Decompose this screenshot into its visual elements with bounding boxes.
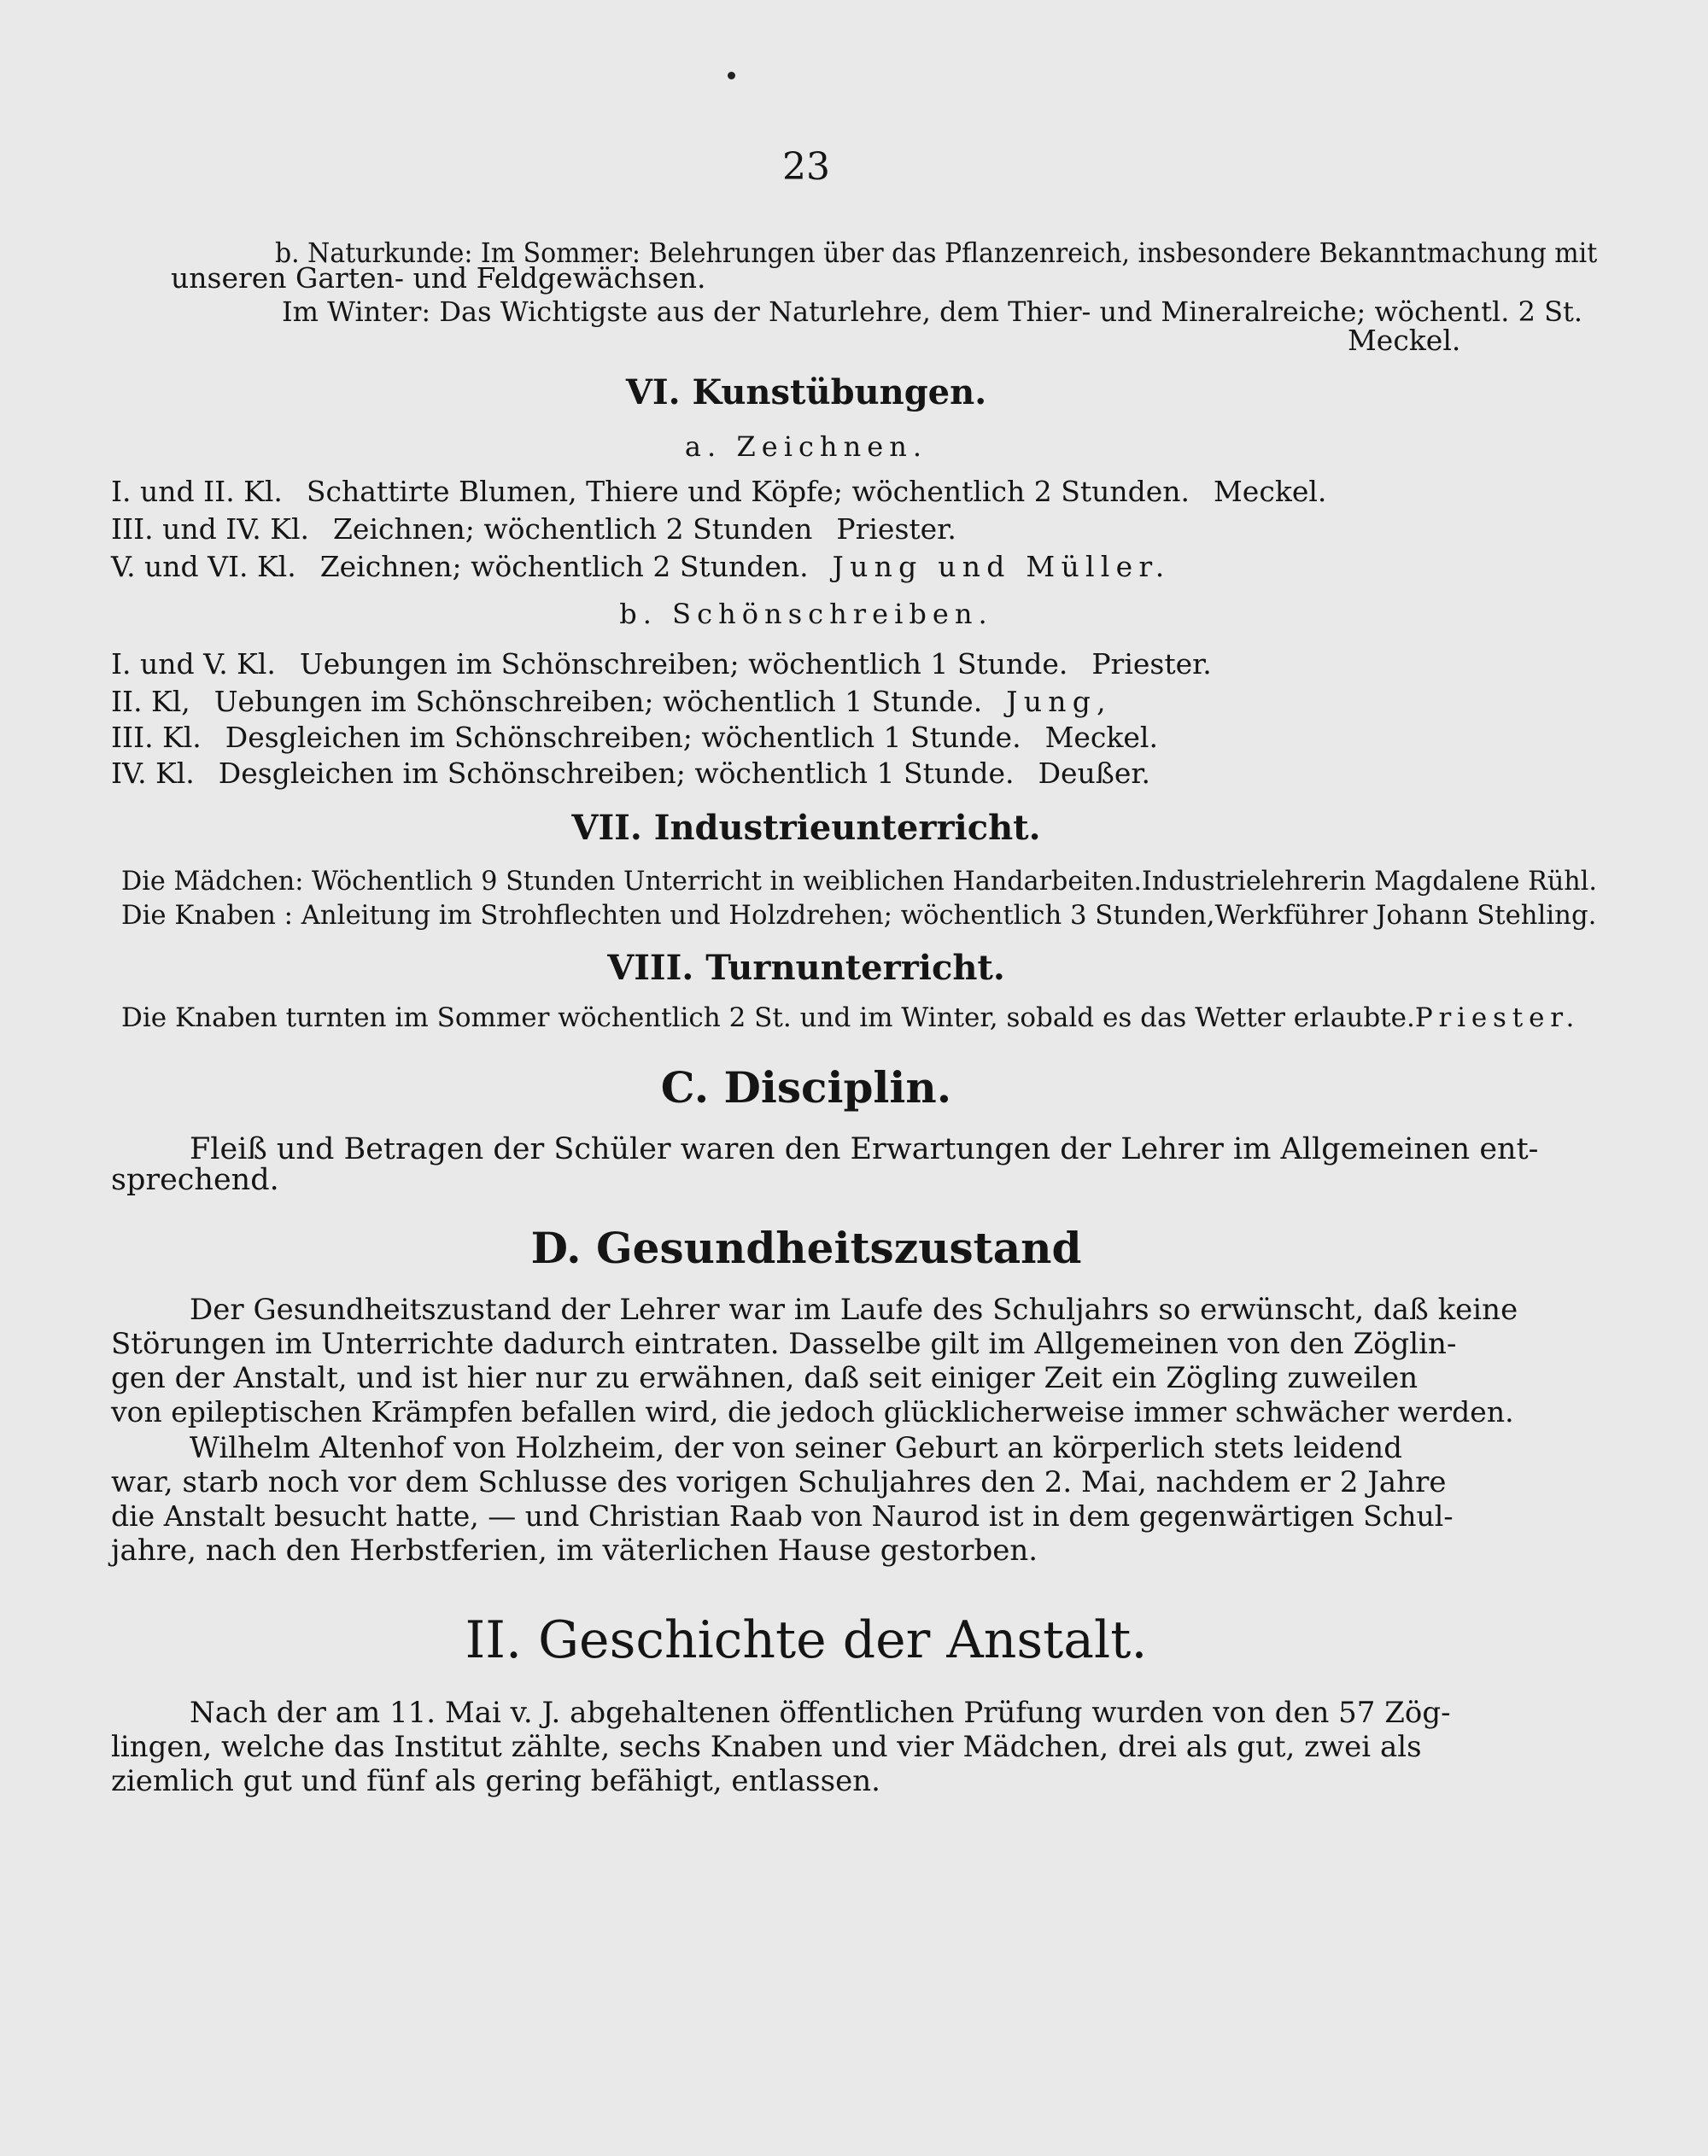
zeichnen-teacher: Jung und Müller. (832, 550, 1171, 583)
schoenschreiben-row (111, 683, 1112, 721)
gesundheit-line: Der Gesundheitszustand der Lehrer war im Laufe des Schuljahrs so erwünscht, daß keine (190, 1293, 1518, 1327)
industrie-maedchen-text: Die Mädchen: Wöchentlich 9 Stunden Unterricht in weiblichen Handarbeiten. (121, 866, 1142, 897)
schoenschreiben-row (111, 719, 1158, 757)
schoenschreiben-teacher: Deußer. (1038, 757, 1151, 790)
schoenschreiben-text: Desgleichen im Schönschreiben; wöchentlich 1 Stunde. (225, 721, 1021, 754)
schoenschreiben-text: Desgleichen im Schönschreiben; wöchentlich 1 Stunde. (218, 757, 1015, 790)
gesundheit-line: Wilhelm Altenhof von Holzheim, der von seiner Geburt an körperlich stets leidend (190, 1431, 1402, 1465)
schoenschreiben-klasse: II. Kl, (111, 685, 190, 718)
industrie-knaben-teacher: Werkführer Johann Stehling. (1214, 900, 1597, 931)
zeichnen-teacher: Meckel. (1214, 475, 1327, 508)
industrie-maedchen (121, 862, 1598, 900)
schoenschreiben-teacher: Priester. (1091, 647, 1212, 681)
zeichnen-text: Zeichnen; wöchentlich 2 Stunden (332, 512, 813, 546)
naturkunde-line-1: b. Naturkunde: Im Sommer: Belehrungen über das Pflanzenreich, insbesondere Bekanntmachung mit (275, 237, 1598, 269)
geschichte-line: ziemlich gut und fünf als gering befähigt, entlassen. (111, 1764, 880, 1798)
naturkunde-line-2: unseren Garten- und Feldgewächsen. (171, 261, 706, 295)
gesundheit-line: Störungen im Unterrichte dadurch eintraten. Dasselbe gilt im Allgemeinen von den Zöglin- (111, 1327, 1457, 1361)
industrie-maedchen-teacher: Industrielehrerin Magdalene Rühl. (1141, 866, 1598, 897)
schoenschreiben-klasse: III. Kl. (111, 721, 202, 754)
page-number: 23 (782, 145, 830, 189)
schoenschreiben-row (111, 646, 1212, 683)
zeichnen-row (111, 473, 1326, 511)
gesundheit-heading: D. Gesundheitszustand (530, 1223, 1082, 1273)
industrie-knaben-text: Die Knaben : Anleitung im Strohflechten und Holzdrehen; wöchentlich 3 Stunden, (121, 900, 1215, 931)
schoenschreiben-klasse: I. und V. Kl. (111, 647, 276, 681)
disciplin-line-2: sprechend. (111, 1163, 279, 1197)
turnen-text: Die Knaben turnten im Sommer wöchentlich 2 St. und im Winter, sobald es das Wetter erlaubte. (121, 1002, 1415, 1033)
gesundheit-line: die Anstalt besucht hatte, — und Christian Raab von Naurod ist in dem gegenwärtigen Schul- (111, 1499, 1454, 1533)
naturkunde-line-3: Im Winter: Das Wichtigste aus der Naturlehre, dem Thier- und Mineralreiche; wöchentl. 2 St. (282, 295, 1583, 328)
turnen-line (121, 999, 1581, 1037)
zeichnen-klasse: V. und VI. Kl. (111, 550, 296, 583)
schoenschreiben-row (111, 755, 1150, 792)
gesundheit-line: war, starb noch vor dem Schlusse des vorigen Schuljahres den 2. Mai, nachdem er 2 Jahre (111, 1465, 1447, 1499)
geschichte-heading: II. Geschichte der Anstalt. (465, 1610, 1148, 1670)
turnen-teacher: Priester. (1414, 1002, 1581, 1033)
gesundheit-line: von epileptischen Krämpfen befallen wird, die jedoch glücklicherweise immer schwächer werden. (111, 1395, 1514, 1429)
kunstuebungen-heading: VI. Kunstübungen. (625, 372, 987, 412)
gesundheit-line: jahre, nach den Herbstferien, im väterlichen Hause gestorben. (111, 1534, 1038, 1568)
naturkunde-teacher: Meckel. (1348, 324, 1461, 357)
zeichnen-klasse: III. und IV. Kl. (111, 512, 309, 546)
zeichnen-heading: a. Zeichnen. (684, 430, 928, 463)
geschichte-line: Nach der am 11. Mai v. J. abgehaltenen öffentlichen Prüfung wurden von den 57 Zög- (190, 1696, 1451, 1730)
gesundheit-line: gen der Anstalt, und ist hier nur zu erwähnen, daß seit einiger Zeit ein Zögling zuweilen (111, 1361, 1418, 1395)
schoenschreiben-text: Uebungen im Schönschreiben; wöchentlich 1 Stunde. (299, 647, 1068, 681)
disciplin-heading: C. Disciplin. (660, 1062, 952, 1113)
zeichnen-klasse: I. und II. Kl. (111, 475, 283, 508)
schoenschreiben-teacher: Jung, (1006, 685, 1112, 718)
schoenschreiben-teacher: Meckel. (1044, 721, 1158, 754)
industrie-heading: VII. Industrieunterricht. (571, 808, 1041, 848)
turnen-heading: VIII. Turnunterricht. (607, 948, 1005, 988)
ink-dot (728, 72, 735, 79)
zeichnen-text: Zeichnen; wöchentlich 2 Stunden. (319, 550, 809, 583)
zeichnen-teacher: Priester. (836, 512, 956, 546)
disciplin-line-1: Fleiß und Betragen der Schüler waren den Erwartungen der Lehrer im Allgemeinen ent- (190, 1132, 1539, 1166)
geschichte-line: lingen, welche das Institut zählte, sechs Knaben und vier Mädchen, drei als gut, zwei als (111, 1730, 1422, 1764)
schoenschreiben-klasse: IV. Kl. (111, 757, 195, 790)
schoenschreiben-text: Uebungen im Schönschreiben; wöchentlich 1 Stunde. (214, 685, 983, 718)
industrie-knaben (121, 897, 1597, 934)
zeichnen-row (111, 511, 956, 548)
schoenschreiben-heading: b. Schönschreiben. (619, 598, 993, 630)
zeichnen-text: Schattirte Blumen, Thiere und Köpfe; wöchentlich 2 Stunden. (306, 475, 1190, 508)
zeichnen-row (111, 548, 1171, 586)
